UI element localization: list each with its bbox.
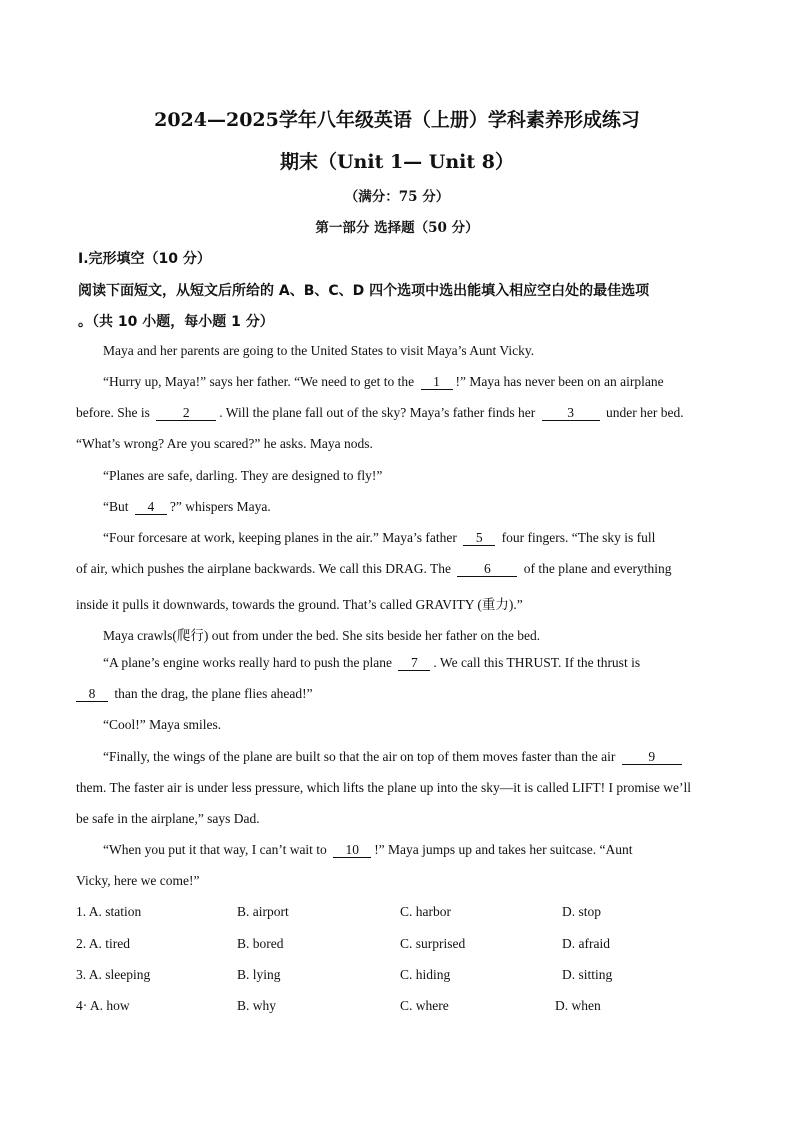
passage-line	[76, 811, 260, 827]
blank-7: 7	[398, 656, 430, 671]
passage-line	[103, 717, 221, 733]
passage-line	[103, 624, 540, 644]
passage-text: !” Maya has never been on an airplane	[455, 374, 664, 389]
section-heading: Ⅰ.完形填空（10 分）	[78, 251, 211, 267]
passage-line	[103, 374, 664, 390]
passage-line	[103, 842, 633, 858]
passage-text: “Cool!” Maya smiles.	[103, 717, 222, 732]
passage-text: . Will the plane fall out of the sky? Maya’s father finds her	[219, 405, 539, 420]
passage-line	[103, 343, 534, 359]
passage-text: “Finally, the wings of the plane are built so that the air on top of them moves faster than the air	[103, 749, 619, 764]
option-c: C. where	[400, 998, 449, 1013]
passage-text: before. She is	[76, 405, 154, 420]
passage-text: them. The faster air is under less pressure, which lifts the plane up into the sky—it is called LIFT! I promise we’ll	[76, 780, 691, 795]
passage-line	[76, 780, 691, 796]
passage-text: “But	[103, 499, 132, 514]
passage-line	[76, 686, 313, 702]
blank-8: 8	[76, 687, 108, 702]
option-c: C. harbor	[400, 904, 451, 919]
passage-text: ?” whispers Maya.	[169, 499, 271, 514]
passage-line	[103, 530, 655, 546]
passage-line	[103, 468, 382, 484]
passage-text: of the plane and everything	[520, 561, 672, 576]
option-a: 4· A. how	[76, 998, 130, 1013]
passage-text: !” Maya jumps up and takes her suitcase. “Aunt	[374, 842, 633, 857]
option-b: B. bored	[237, 936, 284, 951]
instruction-line-2: 。（共 10 小题，每小题 1 分）	[78, 314, 274, 330]
passage-text: . We call this THRUST. If the thrust is	[433, 655, 641, 670]
full-marks: （满分：75 分）	[344, 189, 450, 205]
passage-text: Vicky, here we come!”	[76, 873, 200, 888]
option-d: D. sitting	[562, 967, 613, 982]
passage-line	[76, 405, 684, 421]
blank-10: 10	[333, 843, 371, 858]
passage-text: under her bed.	[602, 405, 684, 420]
passage-text: “What’s wrong? Are you scared?” he asks. Maya nods.	[76, 436, 373, 451]
blank-5: 5	[463, 531, 495, 546]
passage-line	[76, 593, 523, 613]
exam-subtitle: 期末（Unit 1— Unit 8）	[279, 151, 515, 173]
passage-text: of air, which pushes the airplane backwards. We call this DRAG. The	[76, 561, 455, 576]
passage-line	[103, 749, 685, 765]
blank-9: 9	[622, 750, 682, 765]
passage-line	[103, 655, 640, 671]
passage-text: “Planes are safe, darling. They are designed to fly!”	[103, 468, 383, 483]
option-b: B. why	[237, 998, 277, 1013]
option-a: 1. A. station	[76, 904, 142, 919]
option-d: D. when	[555, 998, 601, 1013]
blank-3: 3	[542, 406, 600, 421]
option-d: D. stop	[562, 904, 602, 919]
passage-text: Maya crawls(爬行) out from under the bed. She sits beside her father on the bed.	[103, 628, 541, 643]
blank-6: 6	[457, 562, 517, 577]
part-title: 第一部分 选择题（50 分）	[315, 220, 479, 236]
passage-text: four fingers. “The sky is full	[498, 530, 656, 545]
passage-text: be safe in the airplane,” says Dad.	[76, 811, 260, 826]
passage-line	[76, 873, 200, 889]
passage-text: “A plane’s engine works really hard to push the plane	[103, 655, 396, 670]
blank-2: 2	[156, 406, 216, 421]
passage-text: “Hurry up, Maya!” says her father. “We need to get to the	[103, 374, 418, 389]
passage-text: than the drag, the plane flies ahead!”	[111, 686, 313, 701]
passage-line	[76, 561, 671, 577]
option-b: B. airport	[237, 904, 289, 919]
option-a: 3. A. sleeping	[76, 967, 151, 982]
option-c: C. hiding	[400, 967, 451, 982]
passage-text: inside it pulls it downwards, towards the ground. That’s called GRAVITY (重力).”	[76, 597, 523, 612]
option-a: 2. A. tired	[76, 936, 130, 951]
passage-line	[76, 436, 373, 452]
blank-4: 4	[135, 500, 167, 515]
option-d: D. afraid	[562, 936, 610, 951]
exam-title: 2024—2025学年八年级英语（上册）学科素养形成练习	[154, 109, 640, 131]
passage-text: Maya and her parents are going to the United States to visit Maya’s Aunt Vicky.	[103, 343, 535, 358]
passage-text: “When you put it that way, I can’t wait to	[103, 842, 331, 857]
passage-text: “Four forcesare at work, keeping planes in the air.” Maya’s father	[103, 530, 461, 545]
instruction-line-1: 阅读下面短文，从短文后所给的 A、B、C、D 四个选项中选出能填入相应空白处的最佳选项	[78, 283, 650, 299]
option-b: B. lying	[237, 967, 281, 982]
option-c: C. surprised	[400, 936, 466, 951]
blank-1: 1	[421, 375, 453, 390]
passage-line	[103, 499, 271, 515]
